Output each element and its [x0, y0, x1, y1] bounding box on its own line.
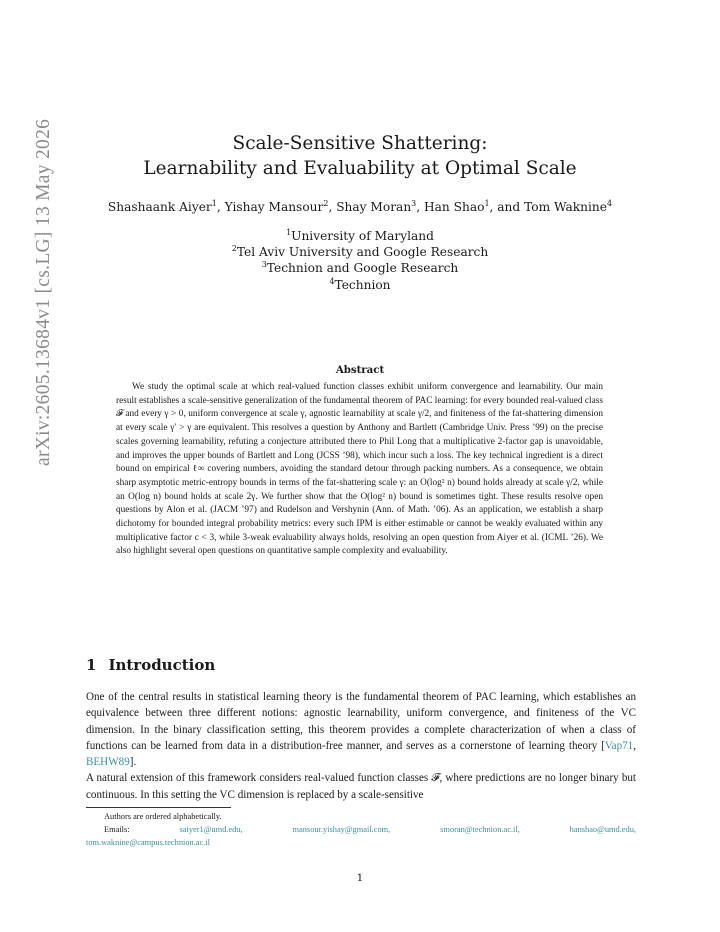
- paper-title-line-2: Learnability and Evaluability at Optimal Scale: [143, 158, 577, 179]
- section-title: Introduction: [108, 656, 216, 674]
- affiliation: $^4$Technion: [329, 276, 391, 292]
- author: Shashaank Aiyer$^1$,: [107, 199, 225, 214]
- body-text: [86, 689, 636, 803]
- author: Yishay Mansour$^2$,: [224, 199, 337, 214]
- author-list: [0, 199, 720, 215]
- affiliation: $^3$Technion and Google Research: [261, 260, 459, 276]
- paragraph: One of the central results in statistical learning theory is the fundamental theorem of PAC learning, which establishes an equivalence between three different notions: agnostic learnability, uniform convergence, and finiteness of the VC dimension. In the binary classification setting, this theorem provides a complete characterization of when a class of functions can be learned from data in a distribution-free manner, and serves as a cornerstone of learning theory [Vap71, BEHW89].: [86, 691, 636, 769]
- email-link[interactable]: saiyer1@umd.edu,: [179, 824, 243, 834]
- paragraph: A natural extension of this framework considers real-valued function classes 𝓕, where predictions are no longer binary but continuous. In this setting the VC dimension is replaced by a scale-sensitive: [86, 772, 636, 801]
- page-number: 1: [356, 872, 364, 884]
- email-link[interactable]: smoran@technion.ac.il,: [440, 824, 520, 834]
- arxiv-sidebar-stamp: arXiv:2605.13684v1 [cs.LG] 13 May 2026: [33, 118, 54, 466]
- author: Han Shao$^1$, and: [424, 199, 525, 214]
- affiliation-list: [0, 228, 720, 293]
- email-link[interactable]: tom.waknine@campus.technion.ac.il: [86, 837, 210, 847]
- footnote-ordering: Authors are ordered alphabetically.: [104, 812, 222, 821]
- email-link[interactable]: hanshao@umd.edu,: [569, 824, 636, 834]
- paper-title-line-1: Scale-Sensitive Shattering:: [232, 133, 488, 154]
- section-number: 1: [86, 656, 97, 674]
- abstract-heading: Abstract: [335, 364, 385, 376]
- author: Tom Waknine$^4$: [524, 199, 613, 214]
- author: Shay Moran$^3$,: [336, 199, 425, 214]
- abstract-text: We study the optimal scale at which real-valued function classes exhibit uniform convergence and learnability. Our main result establishes a scale-sensitive generalization of the fundamental theorem of PAC learning: for every bounded real-valued class 𝓕 and every γ > 0, uniform convergence at scale γ, agnostic learnability at scale γ/2, and finiteness of the fat-shattering dimension at every scale γ′ > γ are equivalent. This resolves a question by Anthony and Bartlett (Cambridge Univ. Press ’99) on the precise scales governing learnability, refuting a conjecture attributed there to Phil Long that a multiplicative 2-factor gap is unavoidable, and improves the upper bounds of Bartlett and Long (JCSS ’98), which incur such a loss. The key technical ingredient is a direct bound on empirical ℓ∞ covering numbers, avoiding the standard detour through packing numbers. As a consequence, we obtain sharp asymptotic metric-entropy bounds in terms of the fat-shattering scale γ: an O(log² n) bound holds already at scale γ/2, while an O(log n) bound holds at scale 2γ. We further show that the O(log² n) bound is sometimes tight. These results resolve open questions by Alon et al. (JACM ’97) and Rudelson and Vershynin (Ann. of Math. ’06). As an application, we establish a sharp dichotomy for bounded integral probability metrics: every such IPM is either estimable or cannot be weakly evaluated within any multiplicative factor c < 3, while 3-weak evaluability always holds, resolving an open question from Aiyer et al. (ICML ’26). We also highlight several open questions on quantitative sample complexity and evaluability.: [116, 382, 603, 557]
- section-heading: [86, 656, 215, 674]
- emails-label: Emails:: [104, 824, 130, 834]
- citation-link[interactable]: BEHW89: [86, 756, 130, 769]
- footnotes: [86, 811, 636, 849]
- footnote-emails: [86, 824, 636, 837]
- footnote-rule: [86, 807, 231, 808]
- affiliation: $^1$University of Maryland: [286, 228, 434, 243]
- email-link[interactable]: mansour.yishay@gmail.com,: [292, 824, 391, 834]
- citation-link[interactable]: Vap71: [604, 739, 634, 752]
- affiliation: $^2$Tel Aviv University and Google Research: [231, 244, 489, 260]
